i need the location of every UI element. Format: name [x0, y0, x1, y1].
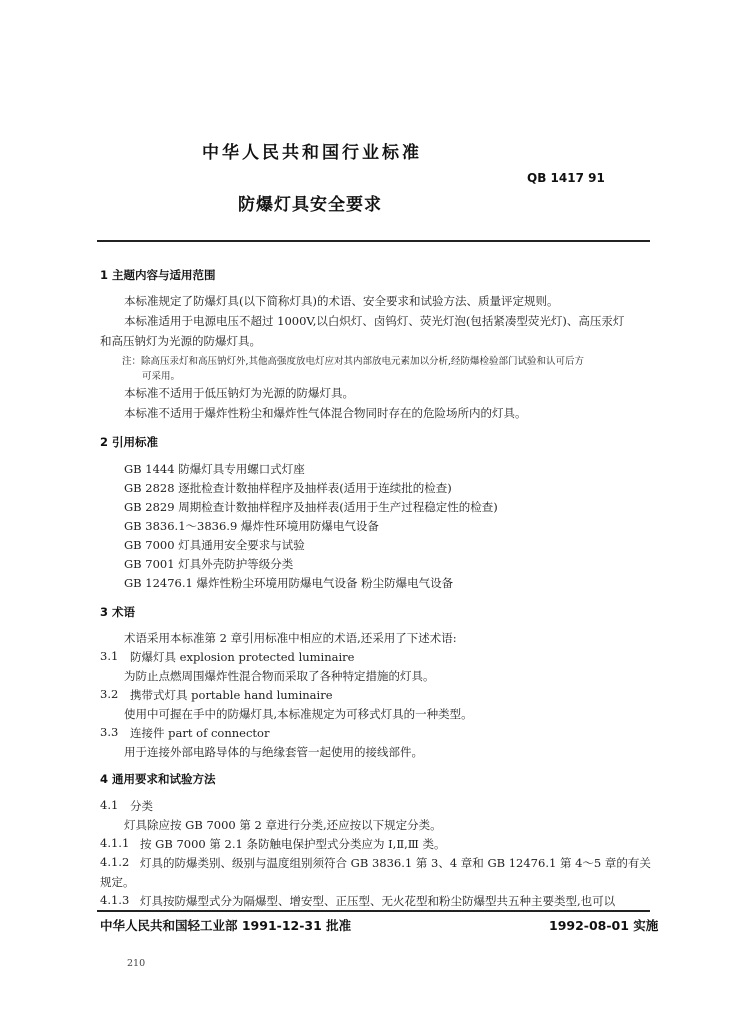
clause-4-1-3-text: 灯具按防爆型式分为隔爆型、增安型、正压型、无火花型和粉尘防爆型共五种主要类型,也可以	[140, 894, 616, 908]
clause-4-1-number: 4.1	[100, 798, 119, 812]
term-3-2: 携带式灯具 portable hand luminaire	[130, 688, 333, 702]
section-2-heading: 2 引用标准	[100, 435, 159, 449]
clause-4-1-1-text: 按 GB 7000 第 2.1 条防触电保护型式分类应为 Ⅰ,Ⅱ,Ⅲ 类。	[140, 837, 446, 851]
reference-item: GB 7000 灯具通用安全要求与试验	[124, 538, 305, 552]
clause-4-1-2-text-cont: 规定。	[100, 875, 135, 889]
term-3-3-definition: 用于连接外部电路导体的与绝缘套管一起使用的接线部件。	[124, 745, 423, 759]
section-3-intro: 术语采用本标准第 2 章引用标准中相应的术语,还采用了下述术语:	[124, 631, 457, 645]
term-3-3-number: 3.3	[100, 725, 119, 739]
section-1-para-4: 本标准不适用于爆炸性粉尘和爆炸性气体混合物同时存在的危险场所内的灯具。	[124, 406, 527, 420]
section-1-heading: 1 主题内容与适用范围	[100, 268, 216, 282]
reference-item: GB 3836.1～3836.9 爆炸性环境用防爆电气设备	[124, 519, 379, 533]
section-3-heading: 3 术语	[100, 605, 136, 619]
term-3-2-number: 3.2	[100, 687, 119, 701]
header-rule	[97, 240, 650, 242]
issuing-body-title: 中华人民共和国行业标准	[202, 143, 422, 163]
reference-item: GB 2828 逐批检查计数抽样程序及抽样表(适用于连续批的检查)	[124, 481, 452, 495]
section-1-note: 注：除高压汞灯和高压钠灯外,其他高强度放电灯应对其内部放电元素加以分析,经防爆检验部门试验和认可后方	[122, 356, 585, 367]
reference-item: GB 12476.1 爆炸性粉尘环境用防爆电气设备 粉尘防爆电气设备	[124, 576, 454, 590]
footer-rule	[97, 910, 650, 912]
term-3-1: 防爆灯具 explosion protected luminaire	[130, 650, 355, 664]
clause-4-1-2-number: 4.1.2	[100, 855, 130, 869]
document-title: 防爆灯具安全要求	[238, 195, 382, 215]
term-3-1-number: 3.1	[100, 649, 119, 663]
section-4-heading: 4 通用要求和试验方法	[100, 772, 216, 786]
section-1-para-1: 本标准规定了防爆灯具(以下简称灯具)的术语、安全要求和试验方法、质量评定规则。	[124, 294, 559, 308]
reference-item: GB 1444 防爆灯具专用螺口式灯座	[124, 462, 305, 476]
term-3-2-definition: 使用中可握在手中的防爆灯具,本标准规定为可移式灯具的一种类型。	[124, 707, 473, 721]
section-1-para-2-cont: 和高压钠灯为光源的防爆灯具。	[100, 334, 261, 348]
page-number: 210	[127, 958, 146, 969]
approval-line: 中华人民共和国轻工业部 1991-12-31 批准	[100, 918, 352, 933]
clause-4-1-title: 分类	[130, 799, 153, 813]
clause-4-1-text: 灯具除应按 GB 7000 第 2 章进行分类,还应按以下规定分类。	[124, 818, 442, 832]
term-3-3: 连接件 part of connector	[130, 726, 270, 740]
section-1-para-2: 本标准适用于电源电压不超过 1000V,以白炽灯、卤钨灯、荧光灯泡(包括紧凑型荧光灯)、高压汞灯	[124, 314, 625, 328]
term-3-1-definition: 为防止点燃周围爆炸性混合物而采取了各种特定措施的灯具。	[124, 669, 435, 683]
standard-number: QB 1417 91	[527, 171, 605, 185]
clause-4-1-1-number: 4.1.1	[100, 836, 130, 850]
effective-date: 1992-08-01 实施	[549, 918, 659, 933]
clause-4-1-3-number: 4.1.3	[100, 893, 130, 907]
section-1-para-3: 本标准不适用于低压钠灯为光源的防爆灯具。	[124, 386, 354, 400]
section-1-note-cont: 可采用。	[142, 371, 181, 382]
clause-4-1-2-text: 灯具的防爆类别、级别与温度组别须符合 GB 3836.1 第 3、4 章和 GB 12476.1 第 4～5 章的有关	[140, 856, 651, 870]
reference-item: GB 2829 周期检查计数抽样程序及抽样表(适用于生产过程稳定性的检查)	[124, 500, 498, 514]
reference-item: GB 7001 灯具外壳防护等级分类	[124, 557, 294, 571]
